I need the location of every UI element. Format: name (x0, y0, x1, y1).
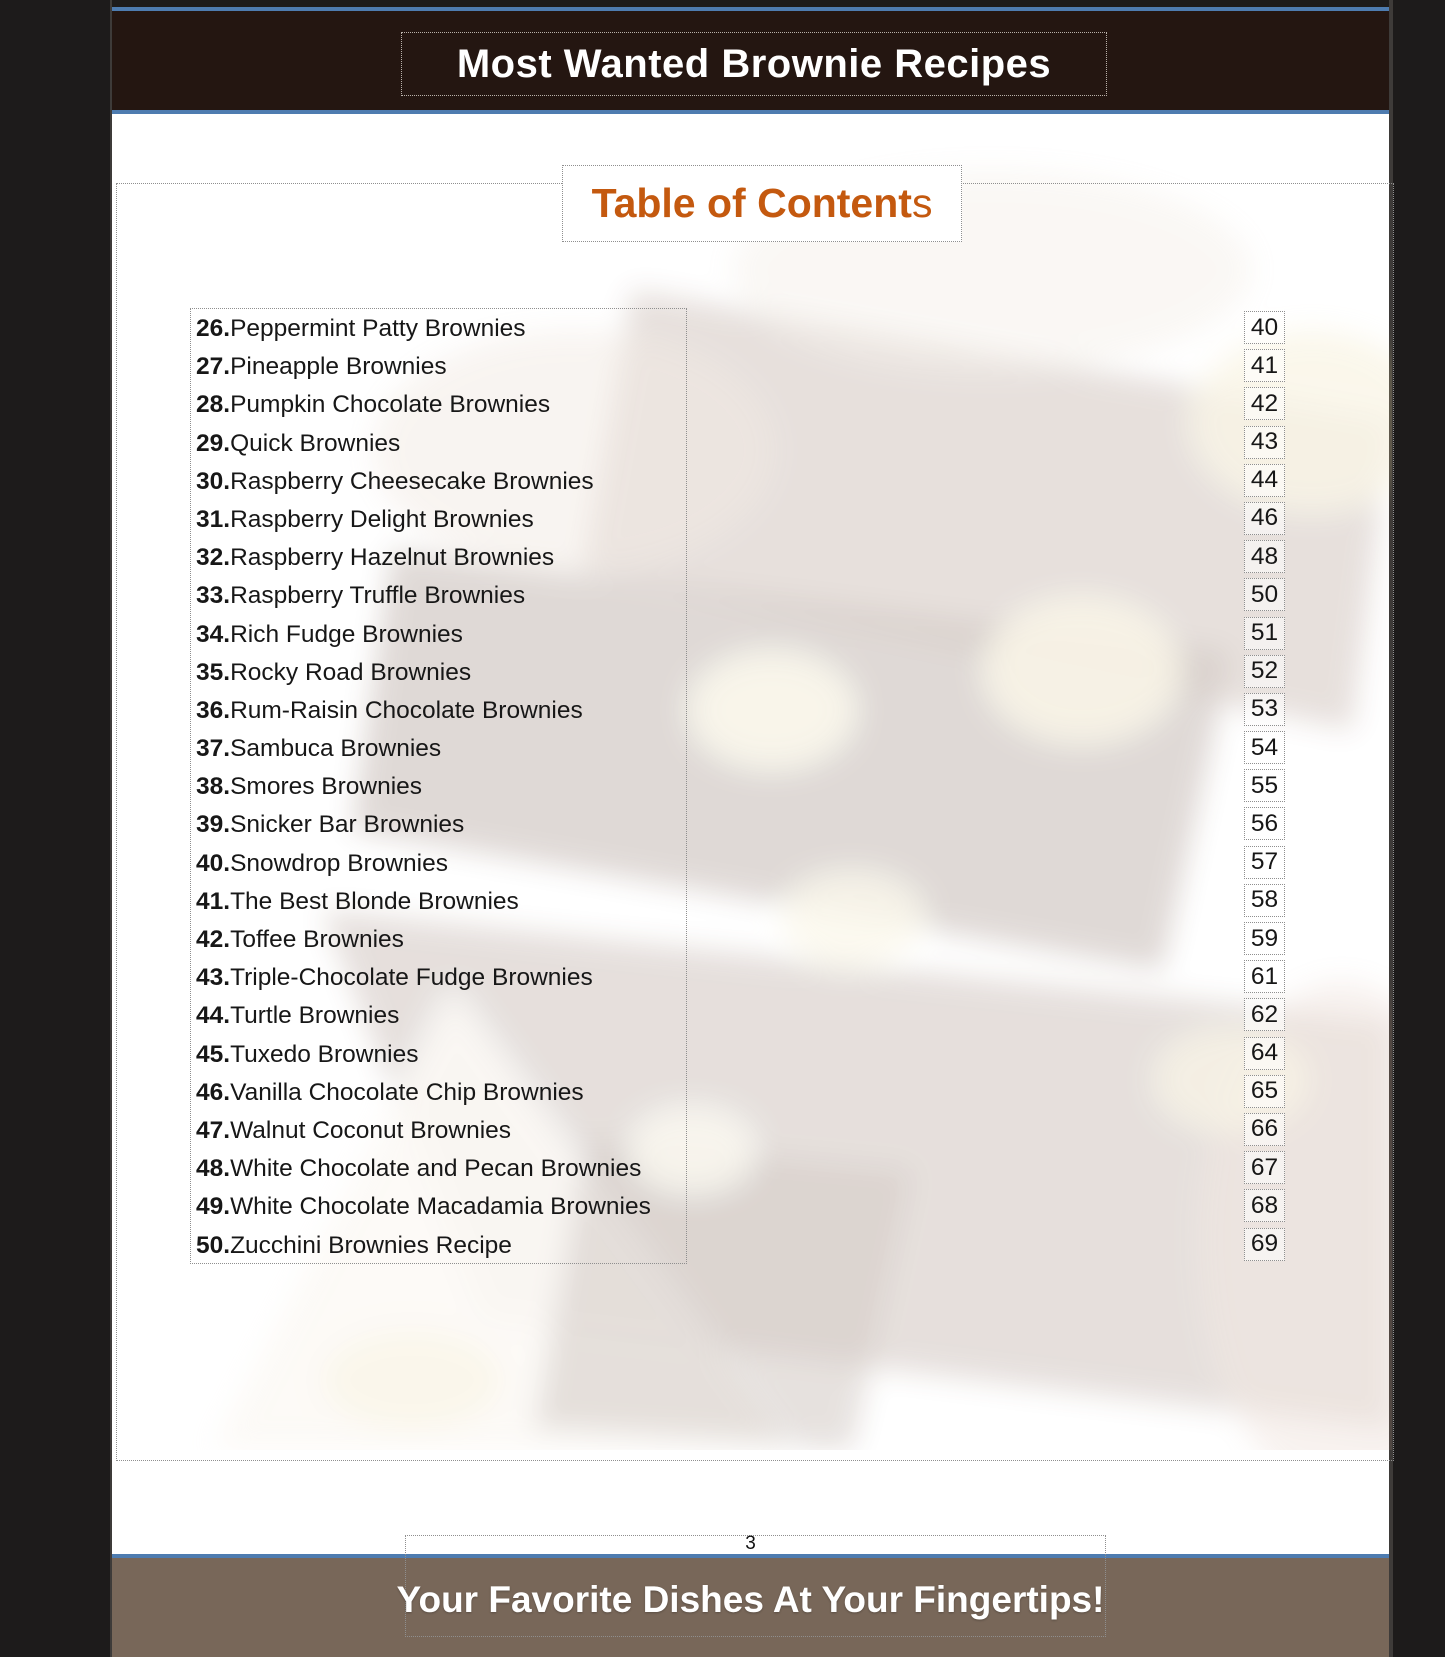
toc-entry-number: 36. (196, 696, 231, 724)
toc-entry[interactable] (196, 883, 686, 921)
toc-entry-label: Raspberry Hazelnut Brownies (230, 544, 555, 572)
toc-entry[interactable] (196, 654, 686, 692)
toc-page-number-box[interactable]: 41 (1244, 349, 1285, 382)
toc-entry[interactable] (196, 1112, 686, 1150)
toc-entry[interactable] (196, 730, 686, 768)
toc-title: Table of Contents (591, 180, 933, 226)
toc-entry-label: Rich Fudge Brownies (230, 620, 463, 648)
toc-page-number-box[interactable]: 59 (1244, 922, 1285, 955)
toc-entry-number: 26. (196, 315, 231, 342)
toc-page-number-box[interactable]: 53 (1244, 693, 1285, 726)
toc-page-number-box[interactable]: 67 (1244, 1151, 1285, 1184)
toc-entry[interactable] (196, 616, 686, 654)
toc-page-number-box[interactable]: 42 (1244, 387, 1285, 420)
toc-entry-number: 43. (196, 964, 231, 992)
toc-entry-number: 28. (196, 391, 231, 419)
toc-entry-number: 45. (196, 1040, 231, 1068)
toc-page-number-box[interactable]: 68 (1244, 1189, 1285, 1222)
toc-page-number-box[interactable]: 44 (1244, 464, 1285, 497)
toc-entry-label: White Chocolate and Pecan Brownies (230, 1155, 642, 1183)
toc-entry[interactable] (196, 539, 686, 577)
toc-entry-label: Pumpkin Chocolate Brownies (230, 391, 551, 419)
toc-list[interactable] (190, 308, 687, 1264)
toc-entry[interactable] (196, 959, 686, 997)
page-top-margin (112, 0, 1389, 7)
toc-page-number-box[interactable]: 55 (1244, 769, 1285, 802)
toc-entry-number: 50. (196, 1231, 231, 1259)
toc-page-number-box[interactable]: 58 (1244, 884, 1285, 917)
footer-page-number: 3 (745, 1532, 756, 1554)
toc-page-number-box[interactable]: 65 (1244, 1075, 1285, 1108)
toc-entry-number: 30. (196, 467, 231, 495)
toc-entry-label: Toffee Brownies (230, 926, 404, 953)
toc-entry[interactable] (196, 310, 686, 348)
toc-entry-label: Zucchini Brownies Recipe (230, 1231, 512, 1259)
toc-entry-label: Raspberry Cheesecake Brownies (230, 467, 594, 495)
toc-page-number-box[interactable]: 69 (1244, 1228, 1285, 1261)
toc-entry-number: 47. (196, 1116, 231, 1144)
toc-entry-label: Tuxedo Brownies (230, 1040, 419, 1068)
toc-entry-number: 41. (196, 887, 231, 915)
toc-entry[interactable] (196, 463, 686, 501)
toc-page-number-box[interactable]: 56 (1244, 807, 1285, 840)
toc-entry[interactable] (196, 921, 686, 959)
toc-page-number-box[interactable]: 61 (1244, 960, 1285, 993)
header-bar (112, 11, 1389, 110)
header-title-textframe[interactable] (401, 32, 1107, 96)
toc-entry-label: Smores Brownies (230, 773, 423, 801)
document-page (110, 0, 1393, 1657)
toc-entry-number: 40. (196, 849, 231, 877)
toc-entry-label: Raspberry Delight Brownies (230, 505, 534, 533)
toc-entry[interactable] (196, 997, 686, 1035)
toc-entry-number: 49. (196, 1193, 231, 1221)
toc-entry[interactable] (196, 1188, 686, 1226)
toc-page-number-box[interactable]: 62 (1244, 998, 1285, 1031)
toc-entry-number: 32. (196, 544, 231, 572)
toc-entry-label: Quick Brownies (230, 429, 401, 457)
toc-entry[interactable] (196, 1036, 686, 1074)
toc-page-number-box[interactable]: 51 (1244, 617, 1285, 650)
toc-entry[interactable] (196, 692, 686, 730)
toc-entry-number: 42. (196, 926, 231, 953)
toc-entry[interactable] (196, 501, 686, 539)
toc-entry-number: 34. (196, 620, 231, 648)
toc-entry-label: Pineapple Brownies (230, 353, 447, 381)
toc-page-number-box[interactable]: 50 (1244, 578, 1285, 611)
toc-entry[interactable] (196, 1227, 686, 1265)
toc-entry-label: White Chocolate Macadamia Brownies (230, 1193, 651, 1221)
toc-entry-number: 29. (196, 429, 231, 457)
toc-page-number-column (1244, 311, 1285, 1261)
toc-page-number-box[interactable]: 43 (1244, 426, 1285, 459)
toc-entry-number: 48. (196, 1155, 231, 1183)
toc-page-number-box[interactable]: 66 (1244, 1113, 1285, 1146)
toc-entry-label: Snicker Bar Brownies (230, 811, 465, 839)
toc-entry-number: 44. (196, 1002, 231, 1030)
toc-entry[interactable] (196, 845, 686, 883)
toc-title-textframe[interactable] (562, 165, 962, 242)
toc-page-number-box[interactable]: 48 (1244, 540, 1285, 573)
toc-entry-number: 35. (196, 658, 231, 686)
toc-entry[interactable] (196, 348, 686, 386)
toc-page-number-box[interactable]: 52 (1244, 655, 1285, 688)
footer-slogan: Your Favorite Dishes At Your Fingertips! (396, 1579, 1105, 1620)
toc-page-number-box[interactable]: 54 (1244, 731, 1285, 764)
toc-entry[interactable] (196, 1074, 686, 1112)
page-title: Most Wanted Brownie Recipes (456, 41, 1052, 86)
toc-entry-number: 33. (196, 582, 231, 610)
toc-entry[interactable] (196, 806, 686, 844)
toc-entry-label: Sambuca Brownies (230, 735, 442, 763)
toc-entry[interactable] (196, 1150, 686, 1188)
toc-entry-number: 27. (196, 353, 231, 381)
toc-entry-label: Vanilla Chocolate Chip Brownies (230, 1078, 584, 1106)
toc-entry-label: Turtle Brownies (230, 1002, 400, 1030)
toc-page-number-box[interactable]: 46 (1244, 502, 1285, 535)
toc-entry-number: 46. (196, 1078, 231, 1106)
toc-entry-number: 38. (196, 773, 231, 801)
toc-entry[interactable] (196, 577, 686, 615)
toc-entry[interactable] (196, 386, 686, 424)
toc-page-number-box[interactable]: 40 (1244, 311, 1285, 344)
toc-entry-number: 31. (196, 505, 231, 533)
toc-entry-number: 39. (196, 811, 231, 839)
toc-entry[interactable] (196, 425, 686, 463)
toc-entry-label: The Best Blonde Brownies (230, 887, 519, 915)
toc-entry-label: Rocky Road Brownies (230, 658, 472, 686)
toc-page-number-box[interactable]: 57 (1244, 846, 1285, 879)
toc-entry[interactable] (196, 768, 686, 806)
toc-entry-label: Rum-Raisin Chocolate Brownies (230, 696, 583, 724)
toc-entry-number: 37. (196, 735, 231, 763)
toc-entry-label: Snowdrop Brownies (230, 849, 448, 877)
toc-page-number-box[interactable]: 64 (1244, 1037, 1285, 1070)
toc-entry-label: Walnut Coconut Brownies (230, 1116, 512, 1144)
toc-entry-label: Raspberry Truffle Brownies (230, 582, 526, 610)
toc-entry-label: Triple-Chocolate Fudge Brownies (230, 964, 593, 992)
toc-entry-label: Peppermint Patty Brownies (230, 315, 526, 342)
